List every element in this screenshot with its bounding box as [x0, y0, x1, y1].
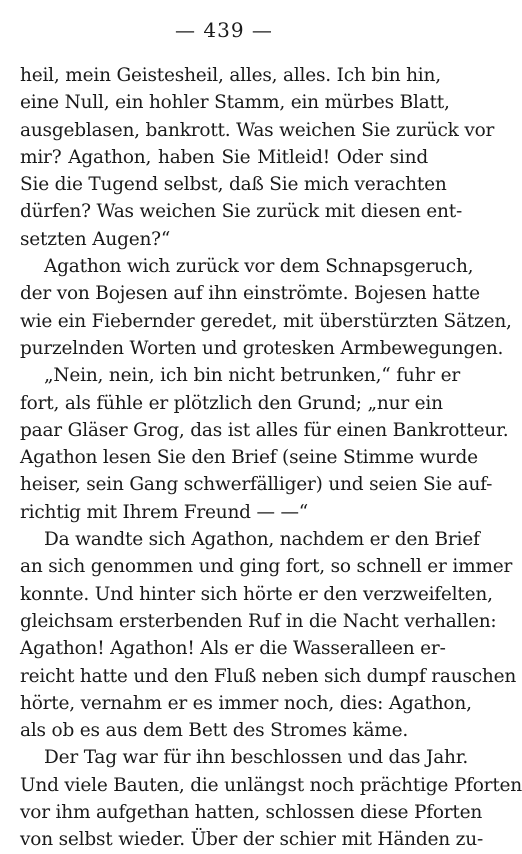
text-line: purzelnden Worten und grotesken Armbewegungen.: [20, 337, 504, 359]
text-line: Agathon lesen Sie den Brief (seine Stimme wurde: [20, 447, 478, 469]
paragraph: [20, 526, 517, 744]
paragraph: [20, 362, 509, 526]
text-line: Agathon wich zurück vor dem Schnapsgeruch,: [44, 256, 474, 278]
page-body: [20, 62, 522, 854]
text-line: paar Gläser Grog, das ist alles für einen Bankrotteur.: [20, 419, 509, 441]
text-line: richtig mit Ihrem Freund — —“: [20, 501, 309, 523]
text-line: heiser, sein Gang schwerfälliger) und seien Sie auf-: [20, 474, 493, 496]
text-line: Da wandte sich Agathon, nachdem er den Brief: [44, 529, 480, 551]
text-line: setzten Augen?“: [20, 228, 171, 250]
page-number: — 439 —: [175, 18, 273, 42]
text-line: als ob es aus dem Bett des Stromes käme.: [20, 720, 409, 742]
text-line: mir? Agathon, haben Sie Mitleid! Oder sind: [20, 146, 428, 168]
text-line: Sie die Tugend selbst, daß Sie mich verachten: [20, 174, 447, 196]
paragraph: [20, 744, 522, 853]
text-line: an sich genommen und ging fort, so schnell er immer: [20, 556, 513, 578]
text-line: Der Tag war für ihn beschlossen und das Jahr.: [44, 747, 469, 769]
text-line: fort, als fühle er plötzlich den Grund; „nur ein: [20, 392, 443, 414]
text-line: Agathon! Agathon! Als er die Wasseralleen er-: [20, 638, 446, 660]
text-line: reicht hatte und den Fluß neben sich dumpf rauschen: [20, 665, 517, 687]
text-line: Und viele Bauten, die unlängst noch prächtige Pforten: [20, 774, 522, 796]
book-page: [20, 14, 522, 854]
text-line: gleichsam ersterbenden Ruf in die Nacht verhallen:: [20, 610, 497, 632]
text-line: vor ihm aufgethan hatten, schlossen diese Pforten: [20, 802, 483, 824]
text-line: der von Bojesen auf ihn einströmte. Bojesen hatte: [20, 283, 480, 305]
text-line: eine Null, ein hohler Stamm, ein mürbes Blatt,: [20, 92, 450, 114]
text-line: von selbst wieder. Über der schier mit Händen zu-: [20, 829, 483, 851]
text-line: hörte, vernahm er es immer noch, dies: Agathon,: [20, 692, 472, 714]
paragraph: [20, 62, 495, 253]
paragraph: [20, 253, 512, 362]
text-line: ausgeblasen, bankrott. Was weichen Sie zurück vor: [20, 119, 495, 141]
text-line: „Nein, nein, ich bin nicht betrunken,“ fuhr er: [44, 365, 461, 387]
text-line: wie ein Fiebernder geredet, mit überstürzten Sätzen,: [20, 310, 512, 332]
text-line: heil, mein Geistesheil, alles, alles. Ich bin hin,: [20, 65, 441, 86]
text-line: konnte. Und hinter sich hörte er den verzweifelten,: [20, 583, 493, 605]
text-line: dürfen? Was weichen Sie zurück mit diesen ent-: [20, 201, 462, 223]
